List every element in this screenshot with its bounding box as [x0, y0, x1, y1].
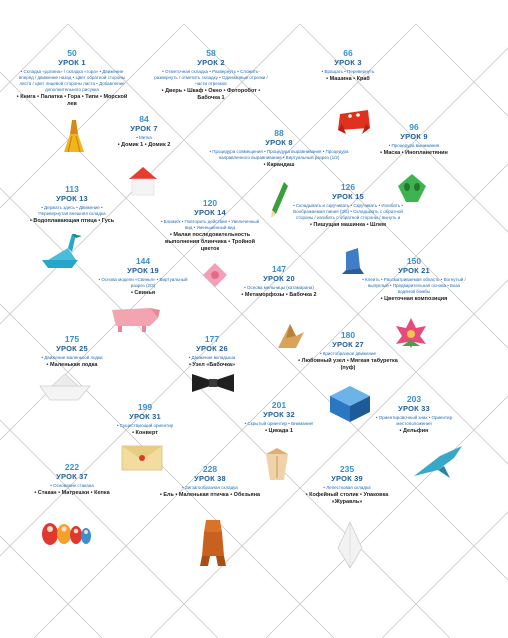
pencil-origami-icon [270, 180, 290, 220]
lesson-models: • Маска • Инопланетянин [380, 150, 448, 156]
lesson-19 [98, 256, 188, 297]
lesson-title: УРОК 14 [194, 208, 226, 217]
lesson-title: УРОК 38 [194, 474, 226, 483]
lesson-title: УРОК 32 [263, 410, 295, 419]
lesson-topics: • Метка [136, 135, 152, 140]
lesson-14 [160, 198, 260, 253]
page-number: 88 [274, 128, 284, 138]
lesson-title: УРОК 1 [58, 58, 86, 67]
lesson-title: УРОК 9 [400, 132, 428, 141]
flower-origami-icon [202, 262, 228, 288]
lesson-models: • Дверь • Шкаф • Окно • Фоторобот • Бабочка 1 [161, 88, 261, 101]
lesson-models: • Водоплавающая птица • Гусь [29, 218, 115, 224]
lesson-models: • Маленькая лодка [46, 362, 98, 368]
lesson-title: УРОК 21 [398, 266, 430, 275]
lesson-15 [293, 182, 403, 229]
lesson-title: УРОК 33 [398, 404, 430, 413]
page-number: 66 [343, 48, 353, 58]
lesson-topics: • Движение маленькой лодки [41, 355, 103, 360]
dolphin-origami-icon [410, 442, 470, 482]
cube-origami-icon [328, 384, 372, 424]
lesson-39 [297, 464, 397, 506]
lesson-topics: • Лепестковая складка [323, 485, 371, 490]
lesson-topics: • Отметочная складка • Развернуть • Сложить-развернуть / отметить складку • Одинаковые отрезки / части отрезков [154, 69, 268, 86]
lesson-topics: • Вращать • Перевернуть [321, 69, 375, 74]
house-origami-icon [126, 164, 160, 198]
lesson-models: • Книга • Палатка • Гора • Типи • Морской лев [16, 94, 128, 107]
lesson-models: • Узел «Бабочка» [188, 362, 236, 368]
page-number: 147 [271, 264, 287, 274]
page-number: 203 [406, 394, 422, 404]
lesson-topics: • Скрытый ориентир • Внимание! [244, 421, 314, 426]
lesson-models: • Домик 1 • Домик 2 [117, 142, 171, 148]
lesson-topics: • Ближе/к • Повторить действие • Увеличенный вид • Уменьшенный вид [160, 219, 260, 230]
lesson-topics: • Складывать и скручивать • Скручивать • Изгибать • Воображаемая линия (3/5) • Складывать с обратной стороны / изгибать с обратной стороны / вынуть и [293, 203, 403, 220]
lesson-1 [13, 48, 131, 108]
lesson-title: УРОК 7 [130, 124, 158, 133]
lesson-title: УРОК 20 [263, 274, 295, 283]
lotus-origami-icon [394, 316, 428, 350]
lesson-title: УРОК 3 [334, 58, 362, 67]
lesson-topics: • Основа модели «Свинья» • Виртуальный разрез (2/3) [98, 277, 188, 288]
broom-origami-icon [56, 118, 92, 154]
lesson-topics: • Зигзагообразная складка [182, 485, 238, 490]
page-number: 228 [202, 464, 218, 474]
alien-mask-origami-icon [396, 172, 428, 204]
page-number: 222 [64, 462, 80, 472]
butterfly-origami-icon [274, 320, 308, 352]
lesson-title: УРОК 13 [56, 194, 88, 203]
lesson-title: УРОК 26 [196, 344, 228, 353]
lesson-topics: • Основа мельницы (катамарана) [244, 285, 314, 290]
lesson-models: • Метаморфозы • Бабочка 2 [241, 292, 317, 298]
lesson-27 [293, 330, 403, 372]
lesson-models: • Стакан • Матрешки • Кепка [34, 490, 110, 496]
lesson-8 [209, 128, 349, 169]
lesson-21 [362, 256, 467, 303]
boat-origami-icon [38, 372, 92, 402]
page-number: 120 [202, 198, 218, 208]
page-number: 150 [406, 256, 422, 266]
lesson-topics: • Основание стакана [50, 483, 94, 488]
page-number: 201 [271, 400, 287, 410]
lesson-title: УРОК 2 [197, 58, 225, 67]
lesson-title: УРОК 39 [331, 474, 363, 483]
lesson-models: • Машина • Краб [326, 76, 370, 82]
lesson-20 [234, 264, 324, 299]
pig-origami-icon [106, 300, 162, 334]
lesson-25 [27, 334, 117, 369]
helmet-origami-icon [340, 246, 366, 276]
lesson-37 [32, 462, 112, 497]
lesson-models: • Цикада 1 [265, 428, 293, 434]
lesson-models: • Пишущая машинка • Шлем [309, 222, 387, 228]
lesson-topics: • Клеить • Рассматриваемая область • Вогнутый / выпуклый • Предварительная основа • База водяной бомбы [362, 277, 466, 294]
lesson-models: • Цветочная композиция [380, 296, 448, 302]
lesson-title: УРОК 19 [127, 266, 159, 275]
bowtie-origami-icon [190, 372, 236, 394]
matryoshka-origami-icon [40, 512, 94, 546]
crane-package-origami-icon [332, 520, 368, 570]
page-number: 96 [409, 122, 419, 132]
lesson-title: УРОК 37 [56, 472, 88, 481]
lesson-topics: • Держать здесь • Движение • Перевернутая внешняя складка [38, 205, 106, 216]
lesson-models: • Дельфин [399, 428, 429, 434]
page-number: 113 [65, 184, 79, 194]
page-number: 177 [204, 334, 220, 344]
lesson-7 [114, 114, 174, 149]
lesson-title: УРОК 31 [129, 412, 161, 421]
monkey-origami-icon [196, 516, 230, 568]
lesson-2 [151, 48, 271, 102]
page-number: 175 [64, 334, 80, 344]
goose-origami-icon [38, 230, 86, 270]
cicada-origami-icon [262, 446, 292, 484]
lesson-13 [27, 184, 117, 225]
lesson-topics: • Кристобразное движение [319, 351, 377, 356]
lesson-topics: • Складка «долина» / складка «гора» • Движение вперед / движение назад • Цвет обратной стороны листа / цвет лицевой стороны листа • Добавление дополнительного рисунка [18, 69, 126, 92]
page-number: 58 [206, 48, 216, 58]
lesson-title: УРОК 8 [265, 138, 293, 147]
page-number: 50 [67, 48, 77, 58]
envelope-origami-icon [120, 442, 164, 472]
lesson-models: • Карандаш [263, 162, 295, 168]
lesson-models: • Любовный узел • Мягкая табуретка (пуф) [298, 358, 398, 371]
lesson-32 [234, 400, 324, 435]
page-number: 199 [137, 402, 153, 412]
page-number: 144 [135, 256, 151, 266]
lesson-26 [172, 334, 252, 369]
lesson-models: • Конверт [132, 430, 158, 436]
lesson-33 [369, 394, 459, 435]
page-number: 126 [340, 182, 356, 192]
lesson-38 [150, 464, 270, 499]
lesson-title: УРОК 25 [56, 344, 88, 353]
lesson-topics: • Процедура совмещения • Процедура выравнивания • Процедура направленного выравнивания • Виртуальный разрез (1/2) [209, 149, 349, 160]
lesson-title: УРОК 15 [332, 192, 364, 201]
lesson-9 [364, 122, 464, 157]
lesson-models: • Кофейный столик • Упаковка «Журавль» [305, 492, 389, 505]
page-number: 235 [339, 464, 355, 474]
lesson-topics: • Существующий ориентир [116, 423, 174, 428]
lesson-3 [313, 48, 383, 83]
page-number: 84 [139, 114, 149, 124]
crab-origami-icon [334, 104, 374, 136]
lesson-models: • Ель • Маленькая птичка • Обезьяна [159, 492, 261, 498]
lesson-models: • Свинья [130, 290, 156, 296]
lesson-topics: • Ориентировочный знак • Ориентир местоположения [375, 415, 453, 426]
lesson-models: • Малая последовательность выполнения блинчика • Тройной цветок [164, 232, 256, 252]
lesson-topics: • Процедура вынимания [388, 143, 440, 148]
lesson-title: УРОК 27 [332, 340, 364, 349]
lesson-31 [105, 402, 185, 437]
lesson-topics: • Движение вкладыша [188, 355, 236, 360]
page-number: 180 [340, 330, 356, 340]
